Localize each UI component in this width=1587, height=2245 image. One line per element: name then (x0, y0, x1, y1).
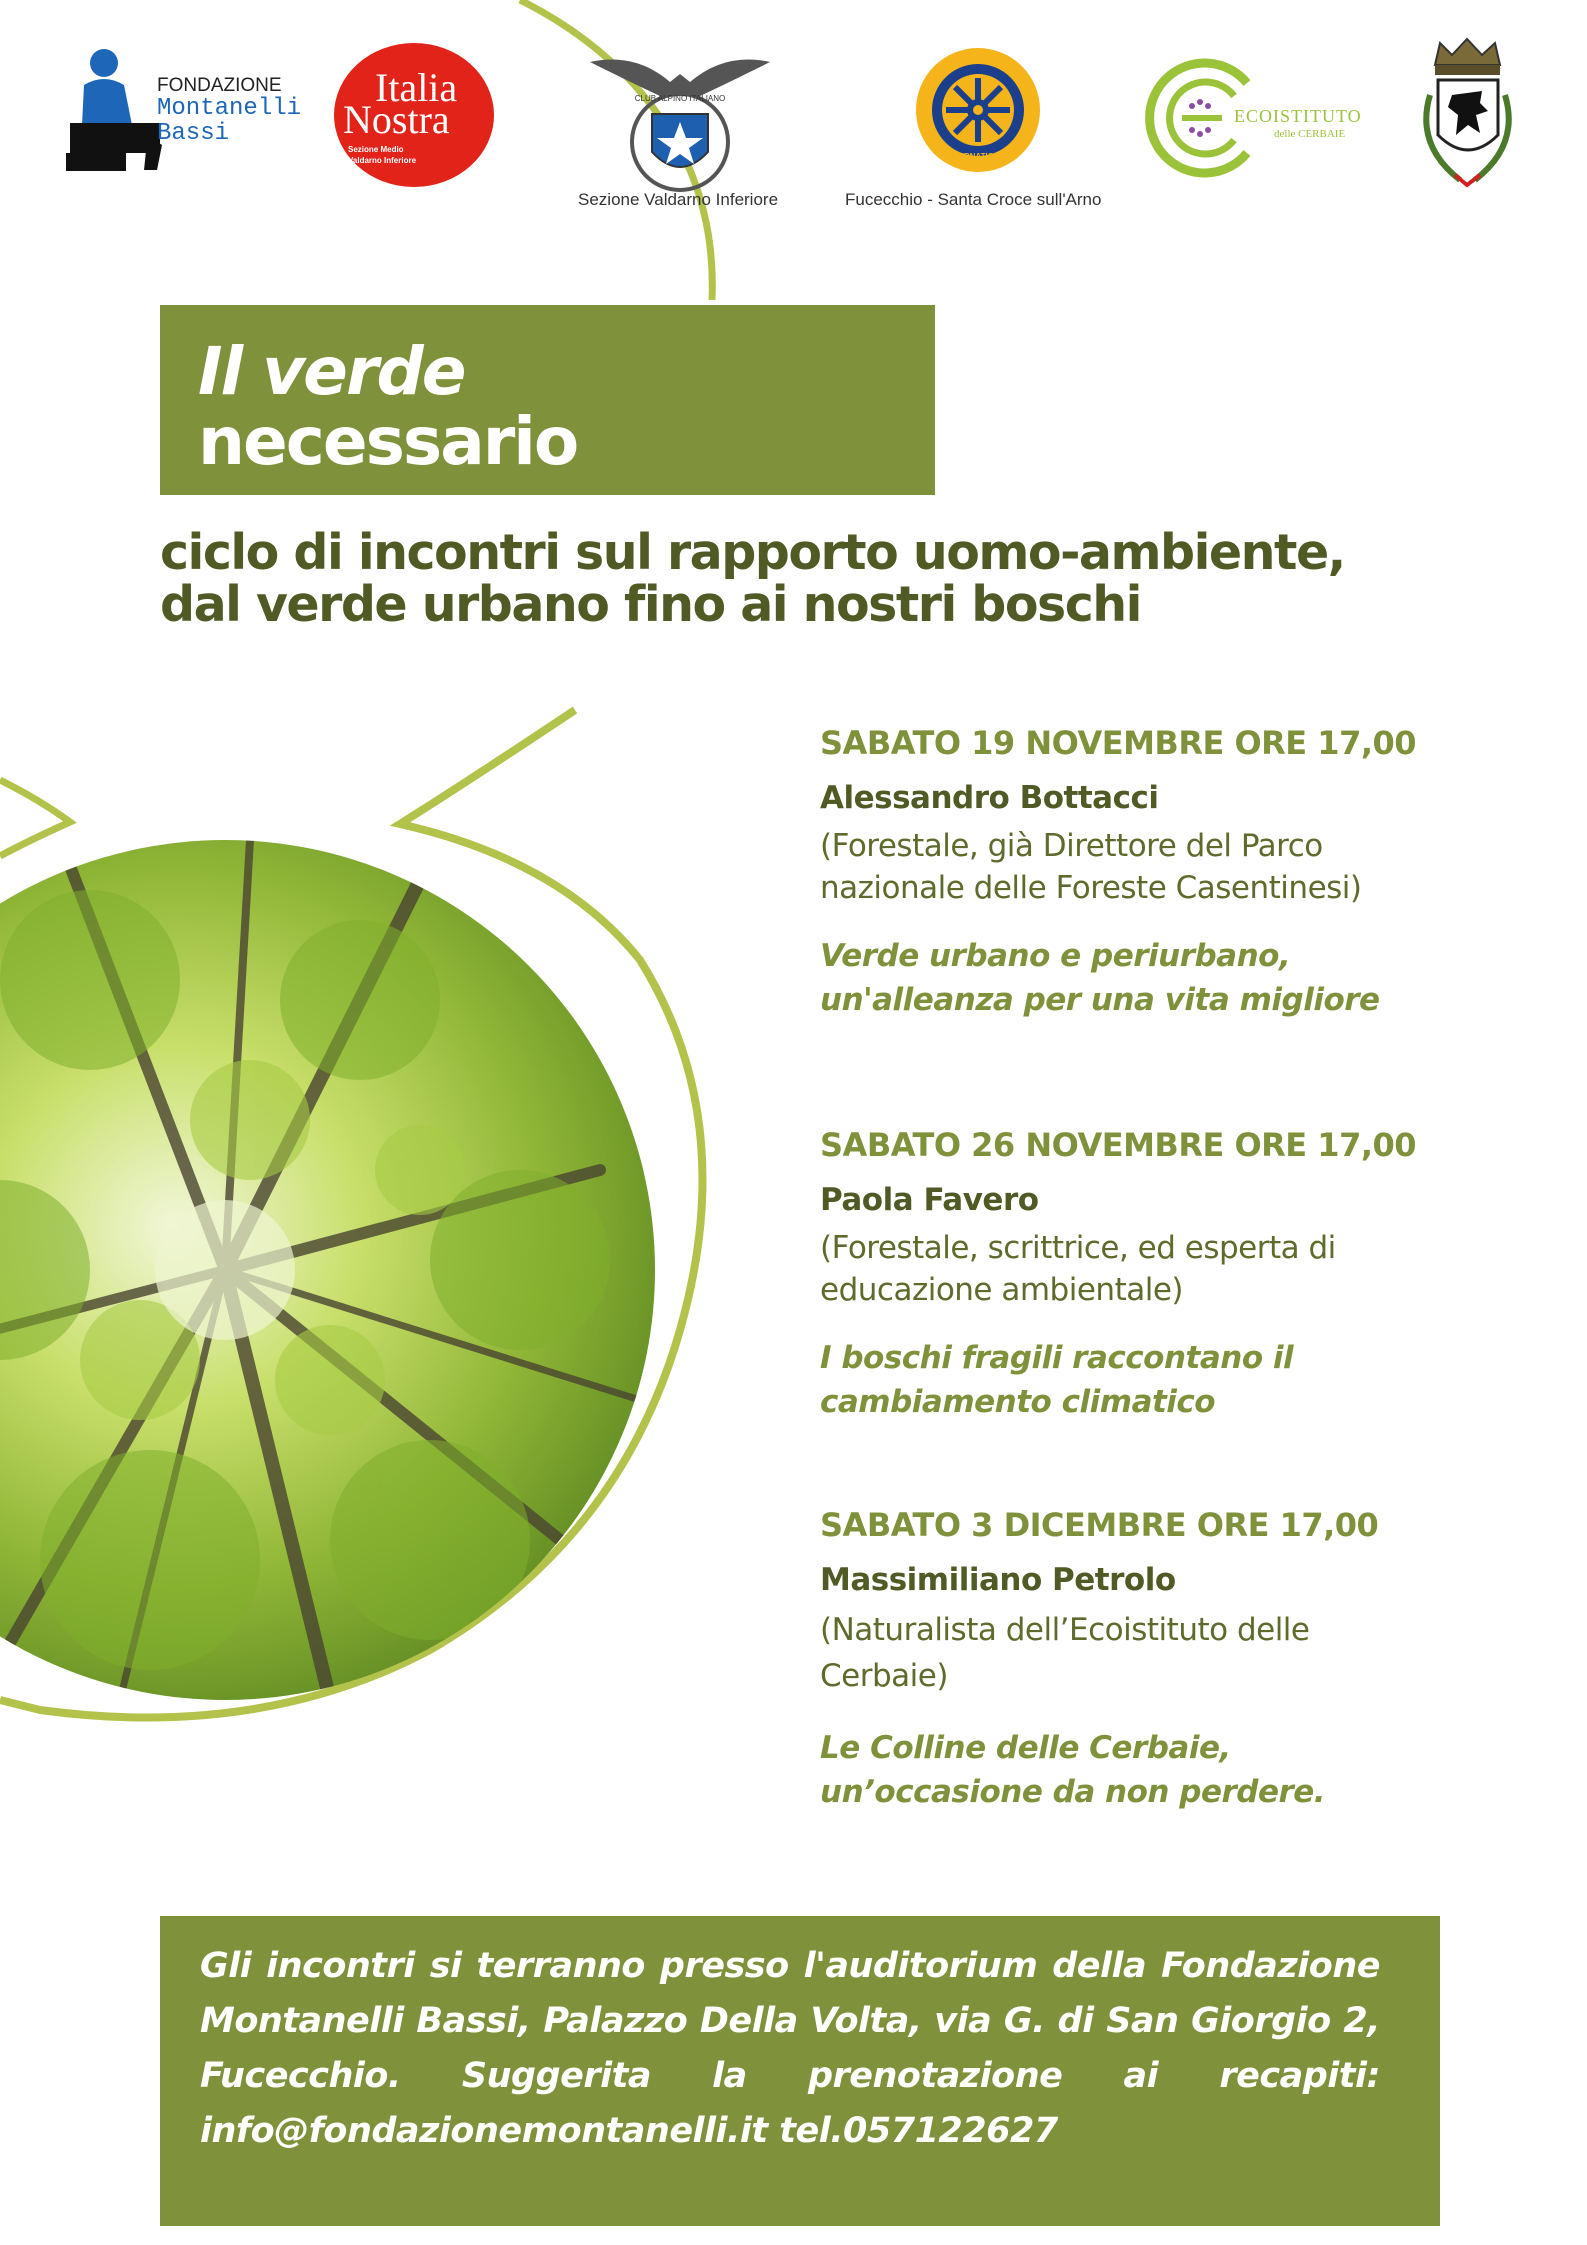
title-line-2: necessario (198, 403, 578, 480)
event-speaker: Alessandro Bottacci (820, 780, 1159, 816)
event-topic-line: Le Colline delle Cerbaie, (820, 1730, 1231, 1766)
event-topic-line: Verde urbano e periurbano, (820, 938, 1291, 974)
footer-info-box (160, 1916, 1440, 2226)
subtitle-line-2: dal verde urbano fino ai nostri boschi (160, 576, 1141, 633)
comune-crest-logo (1410, 35, 1525, 200)
rotary-logo (912, 40, 1052, 180)
crest-icon (1410, 35, 1525, 200)
event-date: SABATO 19 NOVEMBRE ORE 17,00 (820, 724, 1417, 762)
event-role-line: nazionale delle Foreste Casentinesi) (820, 870, 1362, 906)
italia-nostra-small: Sezione Medio Valdarno Inferiore (348, 145, 417, 165)
forest-canopy-image (0, 840, 660, 1700)
person-reading-icon (62, 45, 172, 175)
cai-ring-text: CLUB ALPINO ITALIANO (634, 94, 726, 103)
event-speaker: Massimiliano Petrolo (820, 1562, 1176, 1598)
rotary-ring-bottom: INTERNATIONAL (945, 152, 1011, 161)
montanelli-logo (62, 45, 312, 175)
subtitle-line-1: ciclo di incontri sul rapporto uomo-ambiente, (160, 524, 1345, 581)
rotary-ring-top: ROTARY (959, 54, 997, 64)
italia-nostra-logo (333, 40, 495, 190)
event-date: SABATO 3 DICEMBRE ORE 17,00 (820, 1506, 1379, 1544)
event-role-line: Cerbaie) (820, 1658, 948, 1694)
event-speaker: Paola Favero (820, 1182, 1039, 1218)
title-line-1: Il verde (198, 333, 465, 410)
footer-line-3: Fucecchio. Suggerita la prenotazione ai recapiti: (200, 2056, 1380, 2096)
title-banner (160, 305, 935, 495)
event-role-line: (Forestale, già Direttore del Parco (820, 828, 1323, 864)
italia-nostra-line2: Nostra (343, 97, 450, 142)
event-role-line: (Naturalista dell’Ecoistituto delle (820, 1612, 1310, 1648)
footer-line-1: Gli incontri si terranno presso l'auditorium della Fondazione (200, 1946, 1380, 1986)
event-role-line: educazione ambientale) (820, 1272, 1183, 1308)
italia-nostra-line1: Italia (375, 65, 458, 110)
montanelli-line1: FONDAZIONE (157, 75, 282, 96)
ecoistituto-line2: delle CERBAIE (1274, 128, 1346, 140)
event-topic-line: cambiamento climatico (820, 1384, 1216, 1420)
ecoistituto-logo (1142, 58, 1382, 178)
event-topic-line: I boschi fragili raccontano il (820, 1340, 1294, 1376)
footer-contact-line[interactable]: info@fondazionemontanelli.it tel.057122627 (200, 2111, 1058, 2151)
cai-logo (590, 52, 770, 192)
ecoistituto-line1: ECOISTITUTO (1234, 106, 1362, 126)
event-topic-line: un’occasione da non perdere. (820, 1774, 1326, 1810)
montanelli-line2: Montanelli (157, 95, 302, 122)
event-date: SABATO 26 NOVEMBRE ORE 17,00 (820, 1126, 1417, 1164)
footer-line-2: Montanelli Bassi, Palazzo Della Volta, via G. di San Giorgio 2, (200, 2001, 1380, 2041)
event-role-line: (Forestale, scrittrice, ed esperta di (820, 1230, 1336, 1266)
montanelli-line3: Bassi (157, 120, 230, 147)
cai-caption: Sezione Valdarno Inferiore (578, 190, 779, 209)
rotary-caption: Fucecchio - Santa Croce sull'Arno (845, 190, 1102, 209)
event-topic-line: un'alleanza per una vita migliore (820, 982, 1380, 1018)
